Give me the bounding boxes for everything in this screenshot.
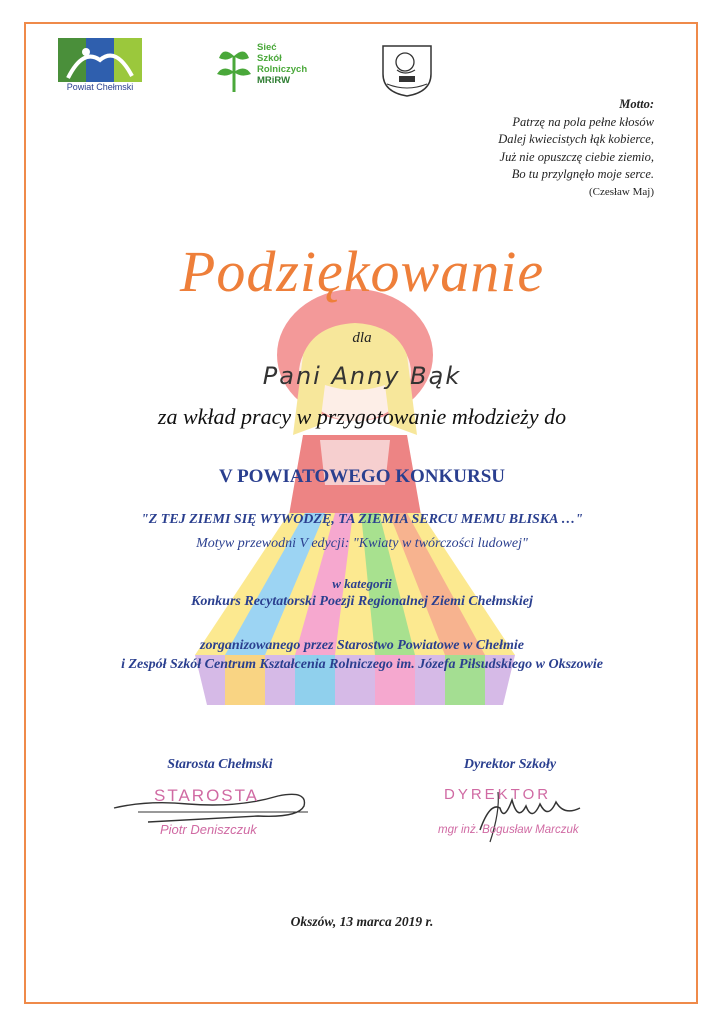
starosta-title: Starosta Chełmski xyxy=(167,757,273,772)
powiat-emblem-icon xyxy=(58,38,142,82)
motto-line-2: Dalej kwiecistych łąk kobierce, xyxy=(498,132,654,146)
contest-name: V POWIATOWEGO KONKURSU xyxy=(218,466,506,487)
organizer-line-1: zorganizowanego przez Starostwo Powiatowe w Chełmie xyxy=(200,638,524,653)
motto-block xyxy=(394,96,654,201)
director-title: Dyrektor Szkoły xyxy=(463,757,557,772)
crest-icon xyxy=(377,40,437,98)
motto-line-3: Już nie opuszczę ciebie ziemio, xyxy=(499,149,654,164)
organizer-line-2: i Zespół Szkół Centrum Kształcenia Rolniczego im. Józefa Piłsudskiego w Okszowie xyxy=(121,657,603,672)
director-stamp-name: mgr inż. Bogusław Marczuk xyxy=(438,824,579,836)
director-stamp-role: DYREKTOR xyxy=(444,786,552,803)
contest-quote: "Z TEJ ZIEMI SIĘ WYWODZĘ, TA ZIEMIA SERCU MEMU BLISKA …" xyxy=(140,512,584,527)
motto-line-1: Patrzę na pola pełne kłosów xyxy=(512,114,654,129)
recipient-name: Pani Anny Bąk xyxy=(262,362,462,390)
certificate-title: Podziękowanie xyxy=(179,239,545,304)
for-label: dla xyxy=(352,330,372,346)
director-stamp xyxy=(430,782,610,852)
category-name: Konkurs Recytatorski Poezji Regionalnej Ziemi Chełmskiej xyxy=(191,594,533,609)
starosta-stamp xyxy=(108,782,328,848)
powiat-logo xyxy=(58,38,142,94)
motto-line-4: Bo tu przylgnęło moje serce. xyxy=(511,167,654,181)
category-label: w kategorii xyxy=(332,576,392,591)
siec-line-1: Sieć xyxy=(257,42,277,53)
starosta-stamp-name: Piotr Deniszczuk xyxy=(160,822,257,837)
siec-szkol-logo xyxy=(215,42,325,96)
contest-theme: Motyw przewodni V edycji: "Kwiaty w twórczości ludowej" xyxy=(196,536,528,551)
issue-date: Okszów, 13 marca 2019 r. xyxy=(290,914,434,929)
powiat-logo-caption: Powiat Chełmski xyxy=(66,82,134,92)
motto-title: Motto: xyxy=(619,97,654,111)
motto-author: (Czesław Maj) xyxy=(588,185,654,198)
siec-org: MRiRW xyxy=(257,75,291,86)
plant-icon xyxy=(215,42,253,94)
acknowledgement-text: za wkład pracy w przygotowanie młodzieży do xyxy=(157,404,567,429)
starosta-stamp-role: STAROSTA xyxy=(154,786,260,805)
school-crest-logo xyxy=(377,40,437,98)
siec-line-3: Rolniczych xyxy=(257,64,308,75)
siec-line-2: Szkół xyxy=(257,53,282,64)
